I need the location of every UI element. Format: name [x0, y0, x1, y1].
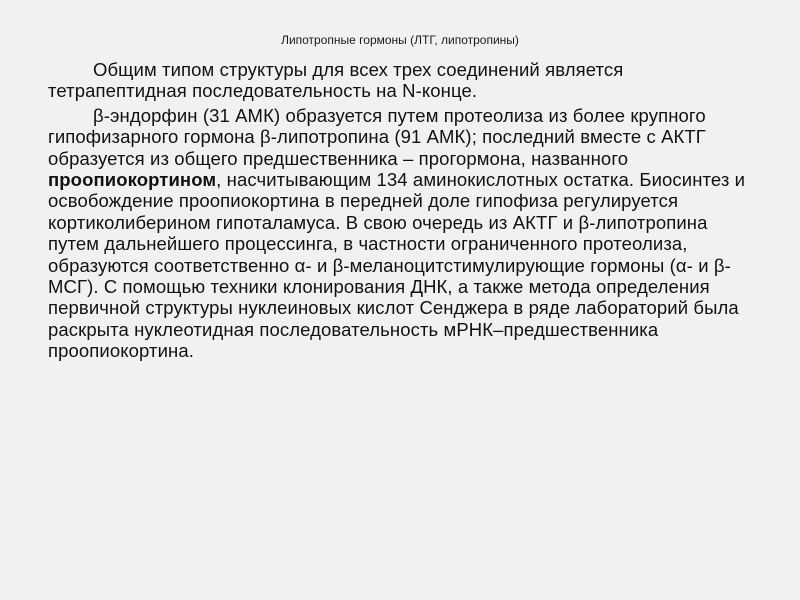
- slide-body: [48, 59, 760, 365]
- paragraph-text-after-bold: , насчитывающим 134 аминокислотных остатка. Биосинтез и освобождение проопиокортина в передней доле гипофиза регулируется кортиколиберином гипоталамуса. В свою очередь из АКТГ и β-липотропина путем дальнейшего процессинга, в частности ограниченного протеолиза, образуются соответственно α- и β-меланоцитстимулирующие гормоны (α- и β-МСГ). С помощью техники клонирования ДНК, а также метода определения первичной структуры нуклеиновых кислот Сенджера в ряде лабораторий была раскрыта нуклеотидная последовательность мРНК–предшественника проопиокортина.: [48, 169, 746, 362]
- bold-term-proopiocortin: проопиокортином: [48, 169, 217, 191]
- paragraph-structure: Общим типом структуры для всех трех соединений является тетрапептидная последовательность на N-конце.: [48, 59, 624, 102]
- slide-title: Липотропные гормоны (ЛТГ, липотропины): [281, 33, 519, 47]
- paragraph-endorphin: [48, 105, 760, 362]
- paragraph-text-before-bold: β-эндорфин (31 АМК) образуется путем протеолиза из более крупного гипофизарного гормона β-липотропина (91 АМК); последний вместе с АКТГ образуется из общего предшественника – прогормона, названного: [48, 104, 706, 169]
